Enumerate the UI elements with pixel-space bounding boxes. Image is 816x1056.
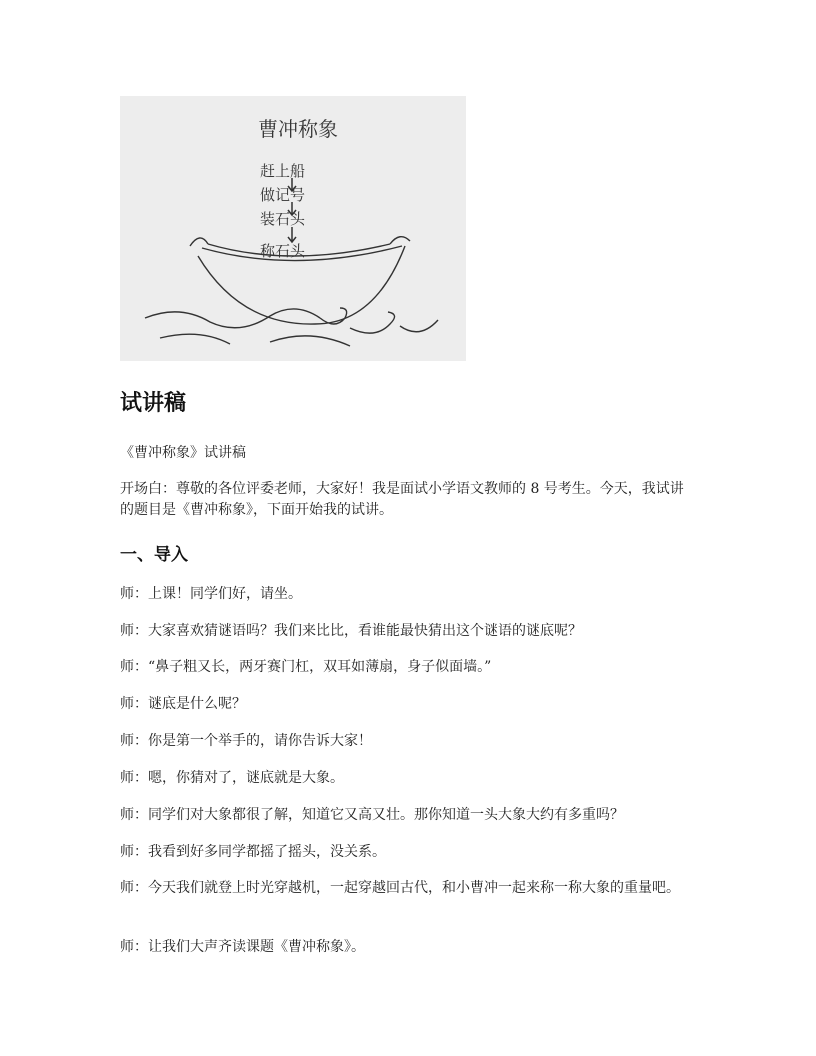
dialogue-line: 师：嗯，你猜对了，谜底就是大象。 xyxy=(120,770,344,786)
sketch-step-2: 做记号 xyxy=(260,186,306,204)
waves-icon xyxy=(145,308,438,346)
sketch-step-3: 装石头 xyxy=(260,210,306,228)
sketch-step-4: 称石头 xyxy=(260,242,306,260)
dialogue-line: 师：谜底是什么呢？ xyxy=(120,696,246,712)
dialogue-line: 师：今天我们就登上时光穿越机，一起穿越回古代，和小曹冲一起来称一称大象的重量吧。 xyxy=(120,880,680,896)
page-title: 试讲稿 xyxy=(120,391,187,416)
section-heading-intro: 一、导入 xyxy=(120,545,188,565)
sketch-title: 曹冲称象 xyxy=(258,117,338,141)
dialogue-line: 师：同学们对大象都很了解，知道它又高又壮。那你知道一头大象大约有多重吗？ xyxy=(120,807,624,823)
dialogue-line: 师：我看到好多同学都摇了摇头，没关系。 xyxy=(120,844,386,860)
dialogue-line: 师：“鼻子粗又长，两牙赛门杠，双耳如薄扇，身子似面墙。” xyxy=(120,659,492,675)
boat-drawing xyxy=(120,96,466,361)
document-subtitle: 《曹冲称象》试讲稿 xyxy=(120,445,246,461)
dialogue-line: 师：你是第一个举手的，请你告诉大家！ xyxy=(120,733,372,749)
intro-paragraph: 开场白：尊敬的各位评委老师，大家好！我是面试小学语文教师的 8 号考生。今天，我试讲 的题目是《曹冲称象》，下面开始我的试讲。 xyxy=(120,481,684,518)
dialogue-line: 师：让我们大声齐读课题《曹冲称象》。 xyxy=(120,939,365,955)
dialogue-line: 师：上课！同学们好，请坐。 xyxy=(120,586,302,602)
sketch-step-1: 赶上船 xyxy=(260,162,306,180)
lesson-sketch-image xyxy=(120,96,466,361)
dialogue-line: 师：大家喜欢猜谜语吗？我们来比比，看谁能最快猜出这个谜语的谜底呢？ xyxy=(120,623,582,639)
